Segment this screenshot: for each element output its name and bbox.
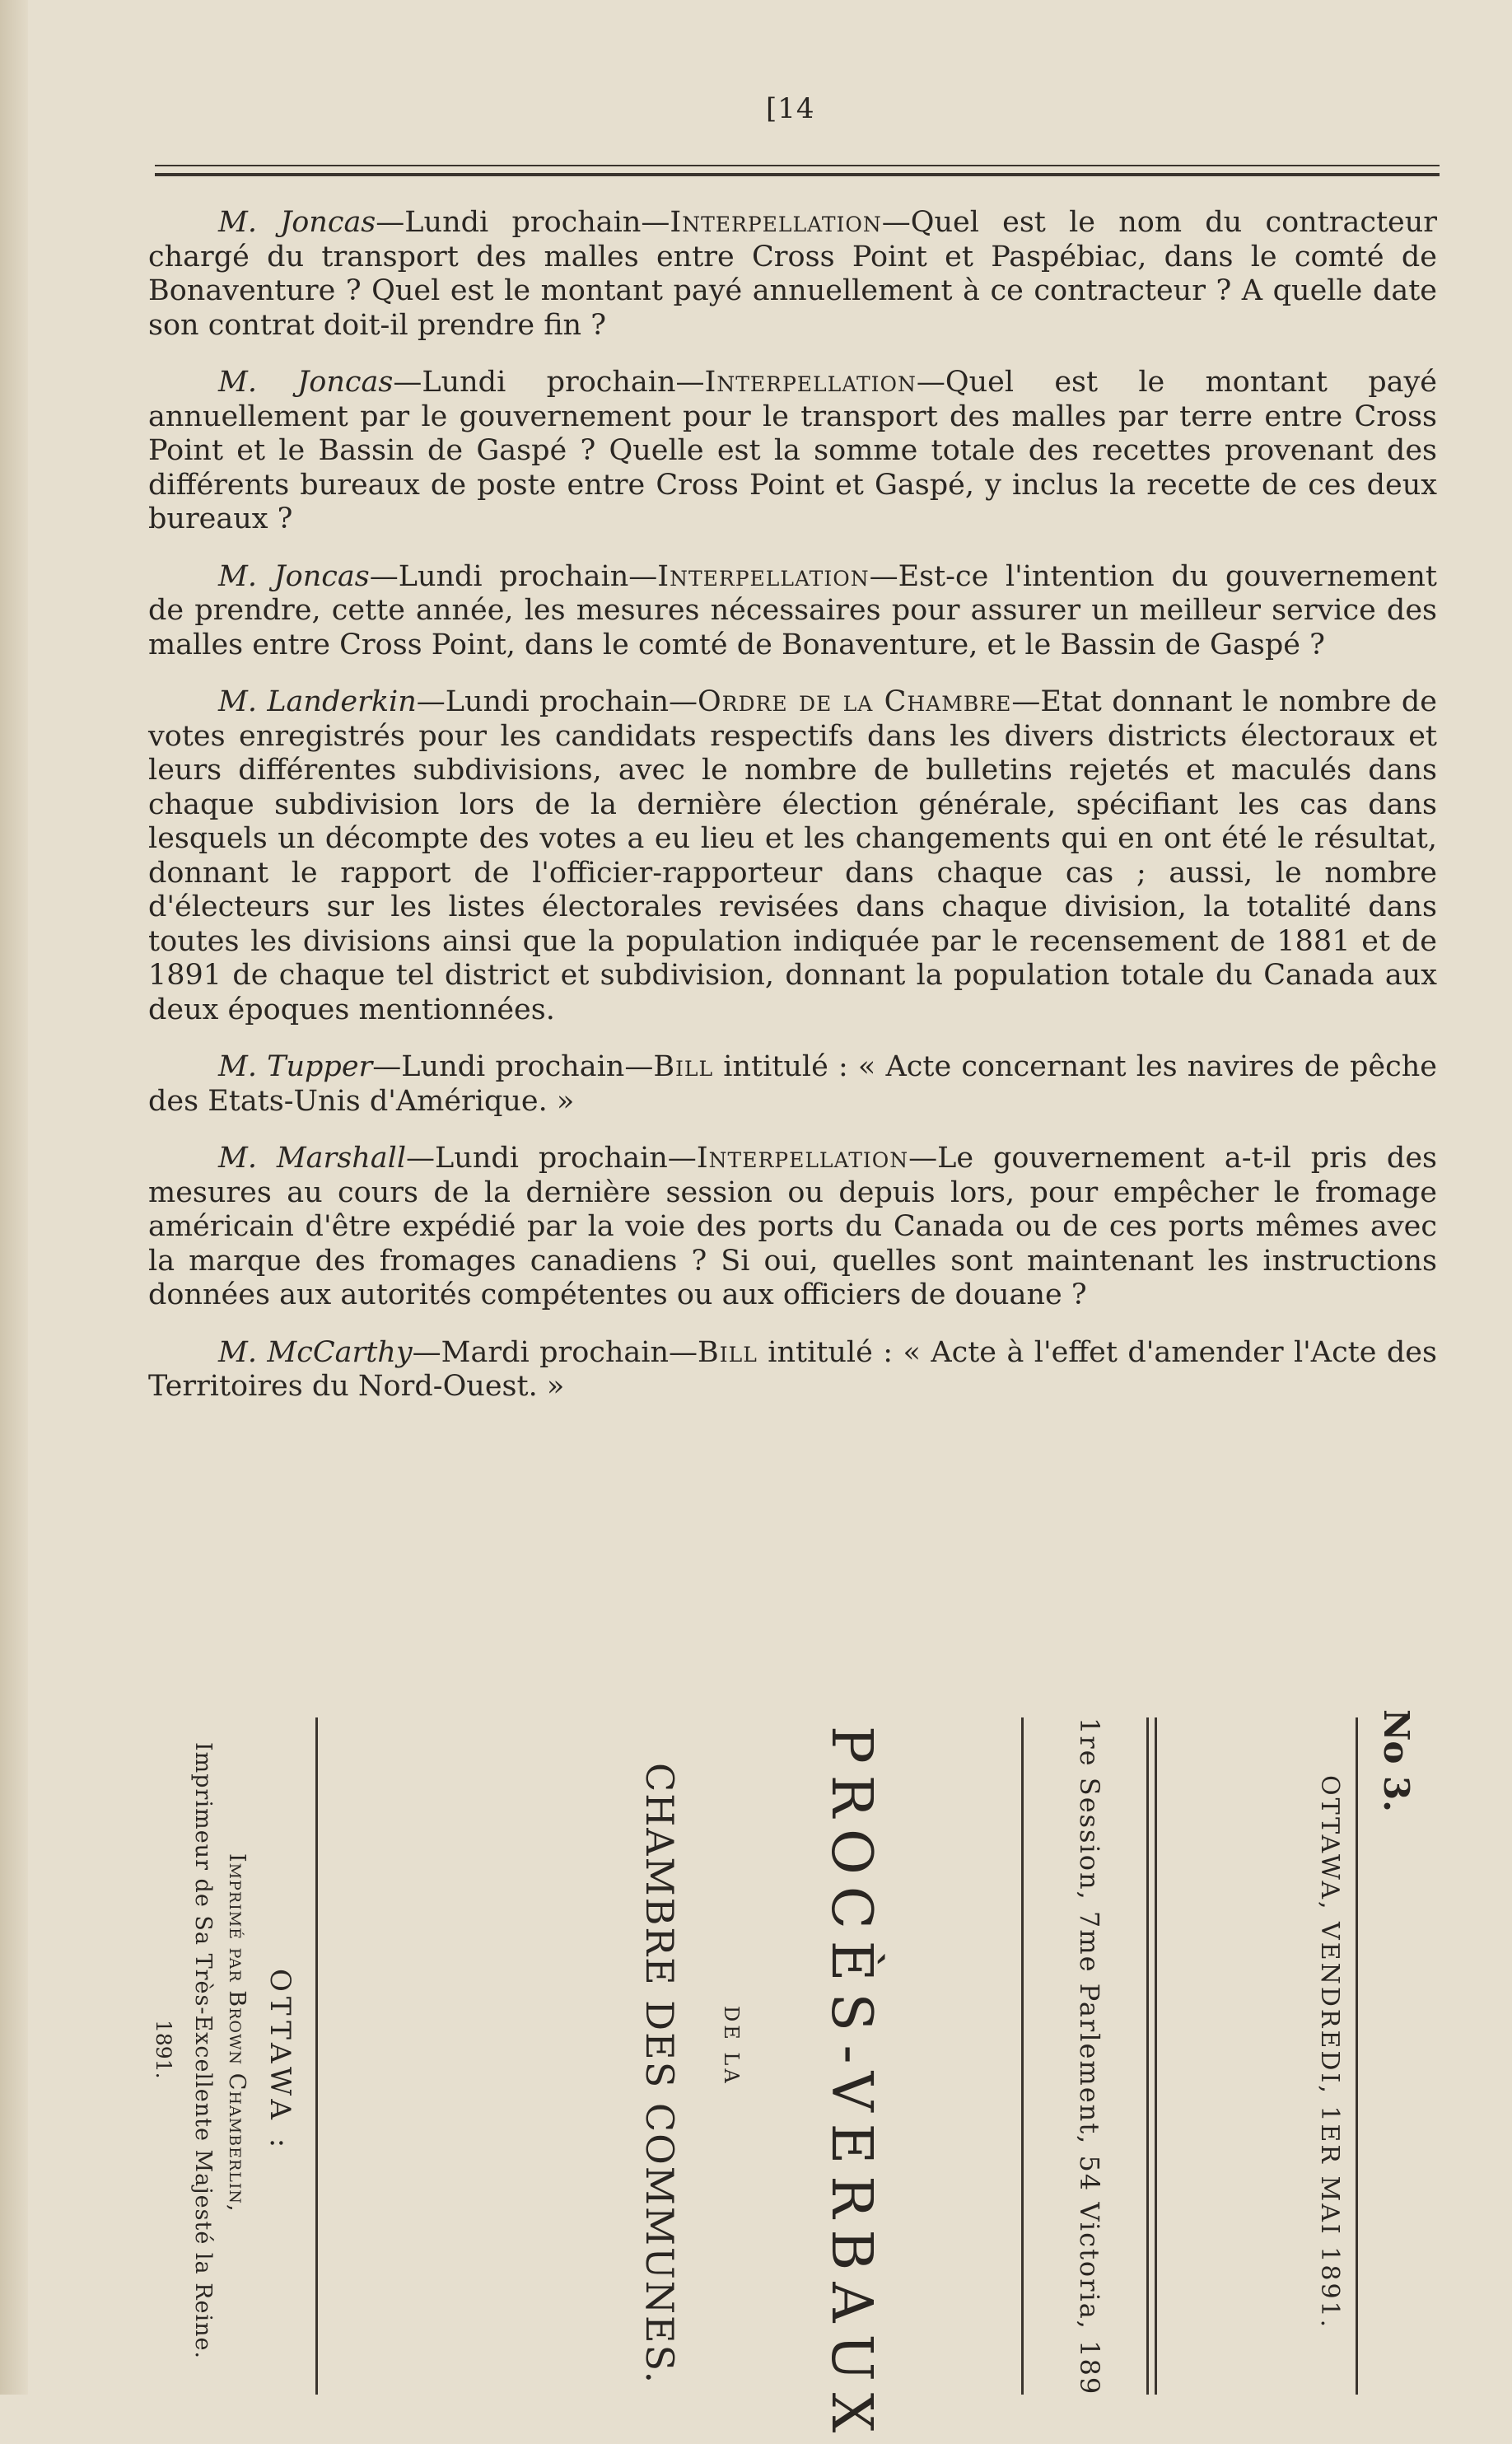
issue-date: OTTAWA, VENDREDI, 1ER MAI 1891.	[1315, 1775, 1344, 2330]
cover-rule	[315, 1717, 318, 2395]
member-name: M. Joncas	[218, 559, 370, 593]
notice-kind: Interpellation	[696, 1142, 909, 1175]
imprint-printer-title: Imprimeur de Sa Très-Excellente Majesté la Reine.	[190, 1742, 216, 2360]
member-name: M. Tupper	[218, 1050, 373, 1083]
member-name: M. Joncas	[218, 366, 394, 399]
cover-chamber: CHAMBRE DES COMMUNES.	[637, 1763, 682, 2386]
notice-kind: Bill	[653, 1050, 714, 1083]
notice-text: —Est-ce l'intention du gouvernement de prendre, cette année, les mesures nécessaires pour assurer un meilleur service des malles entre Cross Point, dans le comté de Bonaventure, et le Bassin de Gaspé ?	[148, 559, 1437, 661]
imprint-city: OTTAWA :	[264, 1969, 296, 2153]
notice-day: —Lundi prochain—	[406, 1142, 697, 1175]
cover-rule	[1021, 1717, 1024, 2395]
cover-rule	[1146, 1717, 1149, 2395]
notice-kind: Interpellation	[670, 206, 882, 239]
notice-day: —Lundi prochain—	[372, 1050, 654, 1083]
member-name: M. McCarthy	[218, 1335, 413, 1369]
notice-text: —Quel est le nom du contracteur chargé du transport des malles entre Cross Point et Paspébiac, dans le comté de Bonaventure ? Quel est le montant payé annuellement à ce contracteur ? A quelle date son contrat doit-il prendre fin ?	[148, 206, 1437, 342]
notice-day: —Mardi prochain—	[412, 1335, 698, 1369]
notice-kind: Bill	[698, 1335, 758, 1369]
notice-text: —Le gouvernement a-t-il pris des mesures au cours de la dernière session ou depuis lors, pour empêcher le fromage américain d'être expédié par la voie des ports du Canada ou de ces ports mêmes avec la marque des fromages canadiens ? Si oui, quelles sont maintenant les instructions données aux autorités compétentes ou aux officiers de douane ?	[148, 1142, 1437, 1311]
session-line: 1re Session, 7me Parlement, 54 Victoria, 189	[1074, 1717, 1105, 2396]
notice-day: —Lundi prochain—	[376, 206, 670, 239]
notice-kind: Interpellation	[657, 559, 870, 593]
notice-text: intitulé : « Acte concernant les navires de pêche des Etats-Unis d'Amérique. »	[148, 1050, 1437, 1118]
cover-de-la: DE LA	[720, 2006, 743, 2087]
notice-text: —Quel est le montant payé annuellement par le gouvernement pour le transport des malles par terre entre Cross Point et le Bassin de Gaspé ? Quelle est la somme totale des recettes provenant des différents bureaux de poste entre Cross Point et Gaspé, y inclus la recette de ces deux bureaux ?	[148, 366, 1437, 535]
member-name: M. Joncas	[218, 206, 376, 239]
member-name: M. Marshall	[218, 1142, 407, 1175]
notice-kind: Interpellation	[704, 366, 917, 399]
notice-text: —Etat donnant le nombre de votes enregistrés pour les candidats respectifs dans les divers districts électoraux et leurs différentes subdivisions, avec le nombre de bulletins rejetés et maculés dans chaque subdivision lors de la dernière élection générale, spécifiant les cas dans lesquels un décompte des votes a eu lieu et les changements qui en ont été le résultat, donnant le rapport de l'officier-rapporteur dans chaque cas ; aussi, le nombre d'électeurs sur les listes électorales revisées dans chaque division, la totalité dans toutes les divisions ainsi que la population indiquée par le recensement de 1881 et de 1891 de chaque tel district et subdivision, donnant la population totale du Canada aux deux époques mentionnées.	[148, 685, 1437, 1026]
cover-title: PROCÈS-VERBAUX	[819, 1726, 884, 2444]
notice-kind: Ordre de la Chambre	[698, 685, 1012, 718]
imprint-year: 1891.	[152, 2020, 175, 2079]
cover-rule	[1155, 1717, 1157, 2395]
imprint-printer: Imprimé par Brown Chamberlin,	[224, 1853, 250, 2213]
notice-day: —Lundi prochain—	[393, 366, 705, 399]
issue-number: No 3.	[1376, 1709, 1416, 1812]
notice-text: intitulé : « Acte à l'effet d'amender l'Acte des Territoires du Nord-Ouest. »	[148, 1335, 1437, 1403]
page-number: [14	[766, 92, 815, 125]
member-name: M. Landerkin	[218, 685, 417, 718]
cover-rule	[1356, 1717, 1358, 2395]
notice-day: —Lundi prochain—	[369, 559, 658, 593]
notice-day: —Lundi prochain—	[416, 685, 698, 718]
